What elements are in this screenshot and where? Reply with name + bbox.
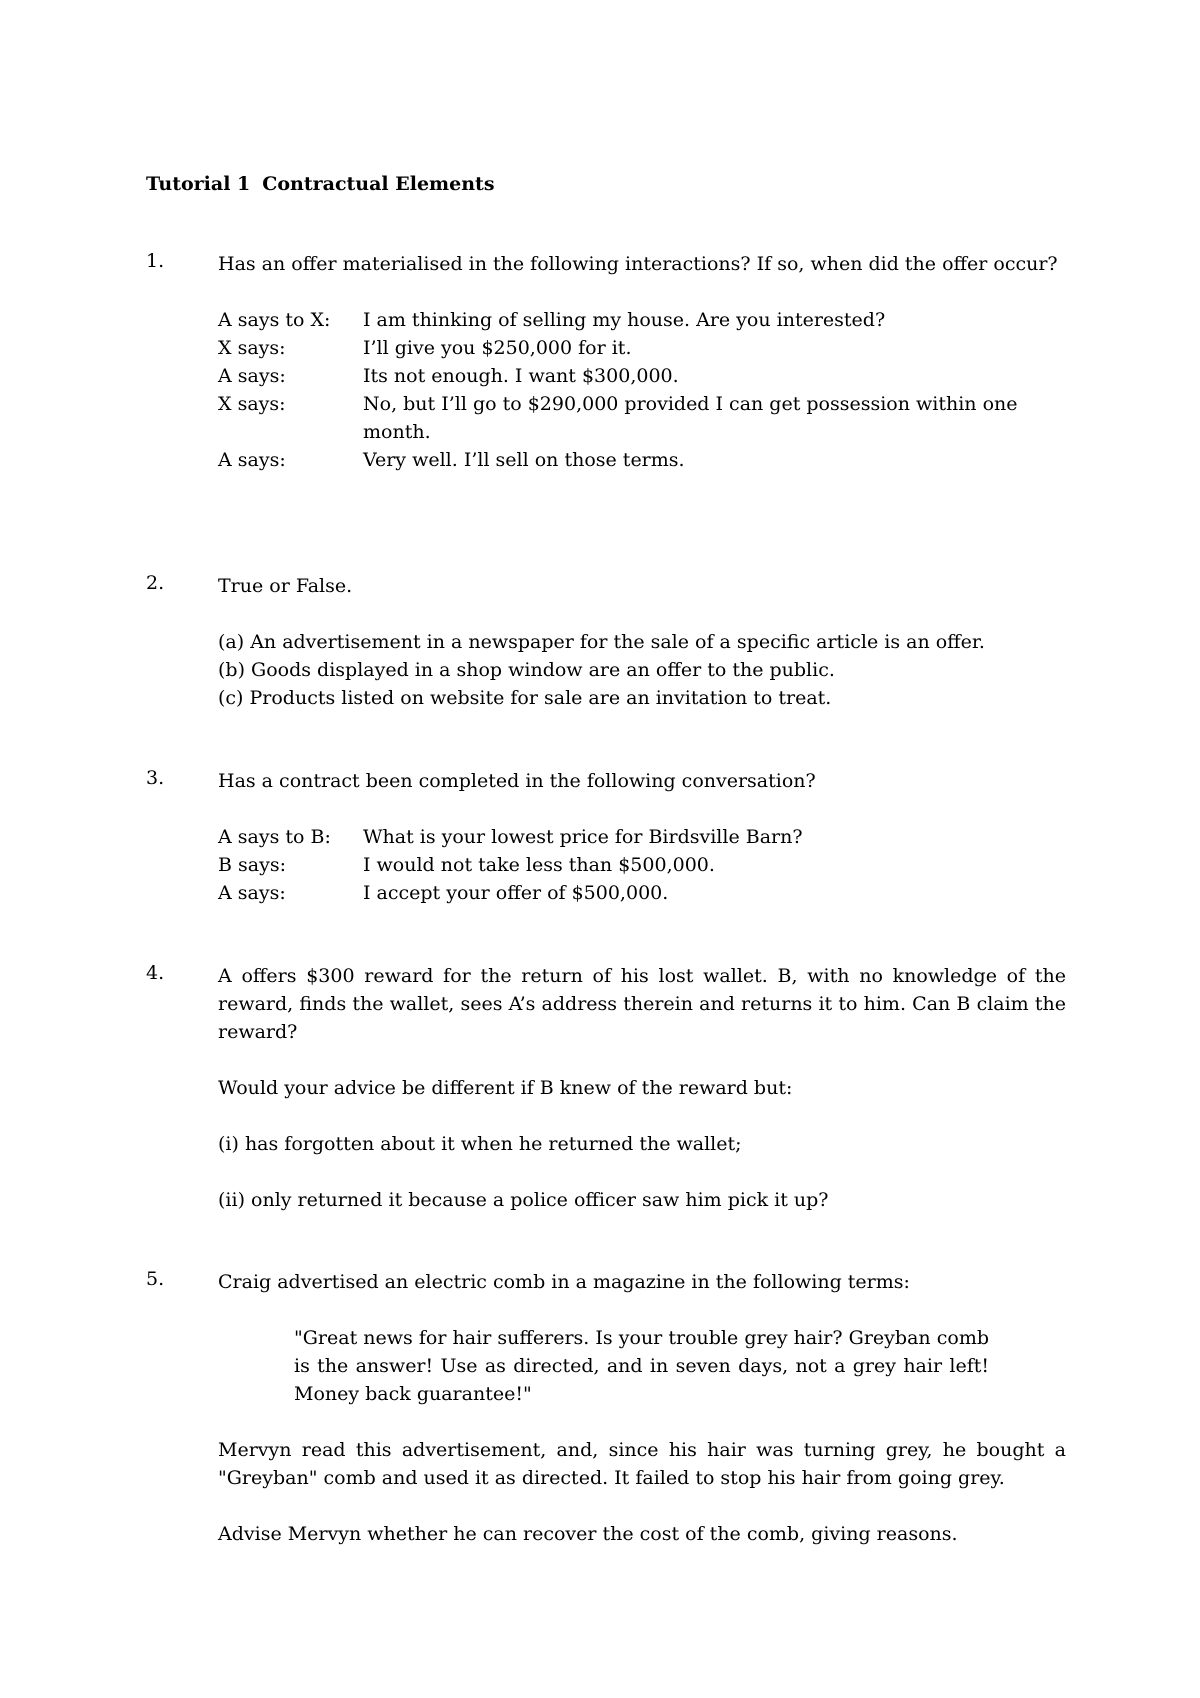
utterance: Its not enough. I want $300,000.: [363, 365, 679, 387]
list-item: (ii) only returned it because a police officer saw him pick it up?: [218, 1189, 829, 1211]
dialogue-line: [218, 306, 1066, 334]
question-5: [146, 1268, 1066, 1548]
dialogue-line: [218, 446, 1066, 474]
speaker: B says:: [218, 854, 286, 876]
question-1: [146, 250, 1066, 474]
question-number: 1.: [146, 250, 165, 272]
followup-question: Would your advice be different if B knew of the reward but:: [218, 1077, 793, 1099]
speaker: X says:: [218, 337, 286, 359]
question-number: 4.: [146, 962, 165, 984]
dialogue-line: [218, 823, 1066, 851]
utterance: I’ll give you $250,000 for it.: [363, 337, 632, 359]
speaker: A says to X:: [218, 309, 331, 331]
question-number: 2.: [146, 572, 165, 594]
dialogue-line: [218, 390, 1066, 446]
question-number: 5.: [146, 1268, 165, 1290]
utterance: No, but I’ll go to $290,000 provided I can get possession within one month.: [363, 393, 1018, 443]
task-paragraph: Advise Mervyn whether he can recover the cost of the comb, giving reasons.: [218, 1523, 958, 1545]
utterance: I accept your offer of $500,000.: [363, 882, 669, 904]
utterance: I am thinking of selling my house. Are you interested?: [363, 309, 886, 331]
dialogue-line: [218, 334, 1066, 362]
question-prompt: Has a contract been completed in the following conversation?: [218, 770, 816, 792]
speaker: A says:: [218, 449, 286, 471]
dialogue: [218, 306, 1066, 474]
speaker: A says:: [218, 365, 286, 387]
title-main: Contractual Elements: [262, 173, 495, 195]
advertisement-quote: "Great news for hair sufferers. Is your trouble grey hair? Greyban comb is the answer! Use as directed, and in seven days, not a grey hair left! Money back guarantee!": [294, 1327, 989, 1405]
list-item: (b) Goods displayed in a shop window are an offer to the public.: [218, 659, 835, 681]
list-item: (c) Products listed on website for sale are an invitation to treat.: [218, 687, 832, 709]
speaker: A says:: [218, 882, 286, 904]
list-item: (i) has forgotten about it when he returned the wallet;: [218, 1133, 742, 1155]
question-2: [146, 572, 1066, 712]
utterance: What is your lowest price for Birdsville Barn?: [363, 826, 803, 848]
question-prompt: Has an offer materialised in the following interactions? If so, when did the offer occur?: [218, 253, 1058, 275]
speaker: X says:: [218, 393, 286, 415]
question-number: 3.: [146, 767, 165, 789]
question-3: [146, 767, 1066, 907]
question-4: [146, 962, 1066, 1214]
utterance: Very well. I’ll sell on those terms.: [363, 449, 685, 471]
question-prompt: Craig advertised an electric comb in a magazine in the following terms:: [218, 1271, 910, 1293]
speaker: A says to B:: [218, 826, 331, 848]
scenario-paragraph: Mervyn read this advertisement, and, since his hair was turning grey, he bought a "Greyban" comb and used it as directed. It failed to stop his hair from going grey.: [218, 1439, 1066, 1489]
title-prefix: Tutorial 1: [146, 173, 251, 195]
question-prompt: True or False.: [218, 575, 353, 597]
list-item: (a) An advertisement in a newspaper for the sale of a specific article is an offer.: [218, 631, 985, 653]
question-prompt: A offers $300 reward for the return of his lost wallet. B, with no knowledge of the reward, finds the wallet, sees A’s address therein and returns it to him. Can B claim the reward?: [218, 965, 1066, 1043]
dialogue: [218, 823, 1066, 907]
utterance: I would not take less than $500,000.: [363, 854, 715, 876]
dialogue-line: [218, 879, 1066, 907]
dialogue-line: [218, 362, 1066, 390]
page-title: [146, 173, 495, 195]
dialogue-line: [218, 851, 1066, 879]
